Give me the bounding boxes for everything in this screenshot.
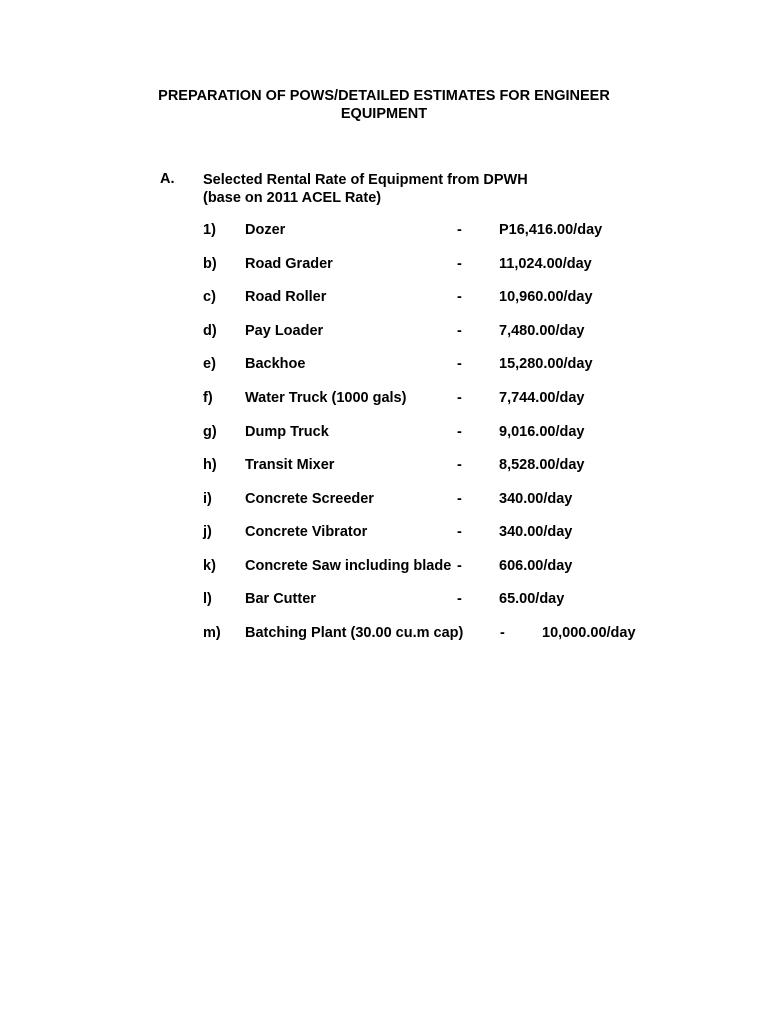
item-name: Dozer — [245, 222, 286, 238]
item-dash: - — [457, 424, 462, 440]
item-label: m) — [203, 625, 221, 641]
item-label: c) — [203, 289, 216, 305]
item-rate: 15,280.00/day — [499, 356, 593, 372]
item-dash: - — [457, 256, 462, 272]
item-name: Water Truck (1000 gals) — [245, 390, 407, 406]
item-label: i) — [203, 491, 212, 507]
item-dash: - — [457, 323, 462, 339]
item-label: 1) — [203, 222, 216, 238]
item-dash: - — [457, 457, 462, 473]
item-dash: - — [457, 289, 462, 305]
equipment-row — [0, 522, 768, 542]
title-line-1: PREPARATION OF POWS/DETAILED ESTIMATES FOR ENGINEER — [158, 88, 610, 104]
equipment-row — [0, 254, 768, 274]
item-rate: 10,960.00/day — [499, 289, 593, 305]
equipment-row — [0, 287, 768, 307]
item-dash: - — [457, 222, 462, 238]
section-letter: A. — [160, 171, 175, 187]
item-name: Backhoe — [245, 356, 306, 372]
item-label: d) — [203, 323, 217, 339]
item-dash: - — [500, 625, 505, 641]
item-rate: 7,480.00/day — [499, 323, 585, 339]
item-label: h) — [203, 457, 217, 473]
item-rate: 340.00/day — [499, 491, 573, 507]
item-label: k) — [203, 558, 216, 574]
section-heading-line-1: Selected Rental Rate of Equipment from DPWH — [203, 172, 528, 188]
section-heading — [203, 171, 528, 207]
title-line-2: EQUIPMENT — [340, 106, 428, 122]
item-name: Pay Loader — [245, 323, 324, 339]
equipment-row — [0, 422, 768, 442]
item-label: e) — [203, 356, 216, 372]
item-dash: - — [457, 591, 462, 607]
item-name: Concrete Screeder — [245, 491, 374, 507]
item-rate: 7,744.00/day — [499, 390, 585, 406]
item-label: g) — [203, 424, 217, 440]
item-dash: - — [457, 524, 462, 540]
item-rate: 340.00/day — [499, 524, 573, 540]
item-label: f) — [203, 390, 213, 406]
equipment-row — [0, 354, 768, 374]
item-label: b) — [203, 256, 217, 272]
item-dash: - — [457, 390, 462, 406]
item-dash: - — [457, 491, 462, 507]
item-rate: 10,000.00/day — [542, 625, 636, 641]
item-name: Bar Cutter — [245, 591, 316, 607]
item-name: Road Roller — [245, 289, 327, 305]
item-name: Batching Plant (30.00 cu.m cap) — [245, 625, 464, 641]
equipment-row — [0, 455, 768, 475]
equipment-row — [0, 388, 768, 408]
equipment-row — [0, 589, 768, 609]
item-label: l) — [203, 591, 212, 607]
item-name: Dump Truck — [245, 424, 329, 440]
item-rate: 9,016.00/day — [499, 424, 585, 440]
equipment-row — [0, 220, 768, 240]
document-title — [0, 87, 768, 123]
item-rate: 65.00/day — [499, 591, 565, 607]
item-name: Road Grader — [245, 256, 333, 272]
equipment-row — [0, 489, 768, 509]
item-dash: - — [457, 558, 462, 574]
item-rate: 8,528.00/day — [499, 457, 585, 473]
section-heading-line-2: (base on 2011 ACEL Rate) — [203, 190, 382, 206]
equipment-row — [0, 623, 768, 643]
item-name: Concrete Saw including blade — [245, 558, 452, 574]
item-name: Concrete Vibrator — [245, 524, 368, 540]
item-rate: P16,416.00/day — [499, 222, 603, 238]
item-rate: 11,024.00/day — [499, 256, 592, 272]
item-name: Transit Mixer — [245, 457, 335, 473]
equipment-row — [0, 321, 768, 341]
item-label: j) — [203, 524, 212, 540]
item-dash: - — [457, 356, 462, 372]
equipment-row — [0, 556, 768, 576]
item-rate: 606.00/day — [499, 558, 573, 574]
